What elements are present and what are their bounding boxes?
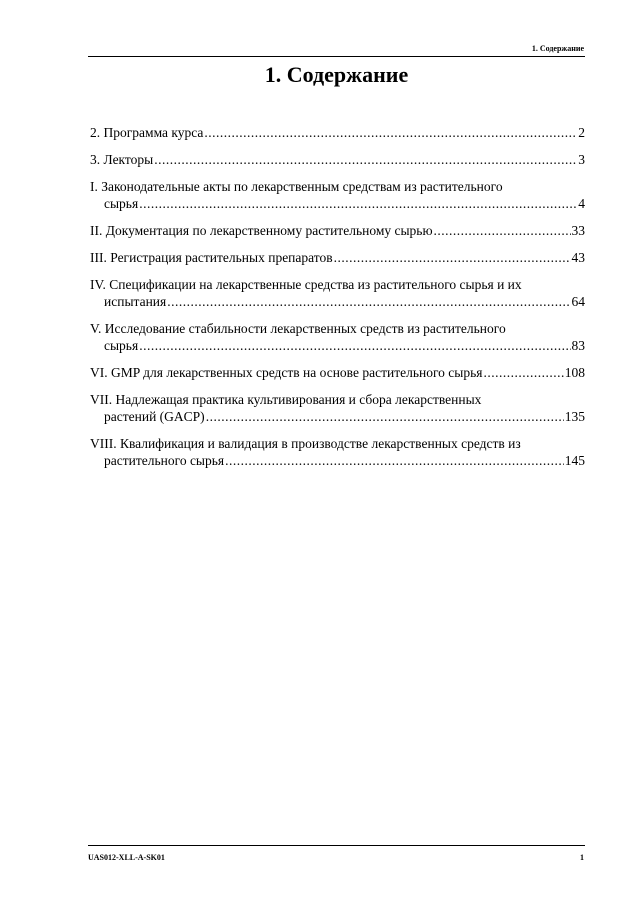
table-of-contents xyxy=(90,124,585,479)
toc-entry-title: VII. Надлежащая практика культивирования и сбора лекарственных xyxy=(90,392,482,407)
toc-entry-title-cont: растительного сырья xyxy=(104,453,225,468)
toc-leader-dots xyxy=(334,249,571,266)
footer-divider xyxy=(88,845,585,846)
toc-entry-title: VIII. Квалификация и валидация в производстве лекарственных средств из xyxy=(90,436,521,451)
toc-entry-documentation[interactable] xyxy=(90,222,585,239)
toc-page-number: 135 xyxy=(564,409,585,424)
toc-entry-gmp[interactable] xyxy=(90,364,585,381)
toc-page-number: 145 xyxy=(564,453,585,468)
toc-page-number: 64 xyxy=(571,294,585,309)
running-header: 1. Содержание xyxy=(531,44,584,53)
toc-leader-dots xyxy=(139,337,570,354)
toc-entry-title: VI. GMP для лекарственных средств на основе растительного сырья xyxy=(90,365,483,380)
toc-entry-gacp[interactable] xyxy=(90,391,585,425)
toc-entry-title-cont: сырья xyxy=(104,338,139,353)
toc-page-number: 83 xyxy=(571,338,585,353)
toc-entry-title: 2. Программа курса xyxy=(90,125,204,140)
toc-entry-title: I. Законодательные акты по лекарственным средствам из растительного xyxy=(90,179,503,194)
toc-page-number: 33 xyxy=(571,223,585,238)
toc-entry-title: IV. Спецификации на лекарственные средства из растительного сырья и их xyxy=(90,277,522,292)
toc-entry-title: III. Регистрация растительных препаратов xyxy=(90,250,333,265)
footer-doc-code: UAS012-XLL-A-SK01 xyxy=(88,853,165,862)
toc-entry-title: V. Исследование стабильности лекарственных средств из растительного xyxy=(90,321,506,336)
toc-entry-title-cont: испытания xyxy=(104,294,167,309)
toc-entry-registration[interactable] xyxy=(90,249,585,266)
toc-leader-dots xyxy=(167,293,570,310)
header-divider xyxy=(88,56,585,57)
toc-leader-dots xyxy=(434,222,571,239)
toc-entry-title: II. Документация по лекарственному растительному сырью xyxy=(90,223,433,238)
toc-leader-dots xyxy=(154,151,577,168)
footer-page-number: 1 xyxy=(580,853,584,862)
toc-entry-title: 3. Лекторы xyxy=(90,152,154,167)
toc-leader-dots xyxy=(206,408,564,425)
toc-page-number: 43 xyxy=(571,250,585,265)
toc-leader-dots xyxy=(204,124,577,141)
page-title: 1. Содержание xyxy=(264,62,409,87)
toc-page-number: 2 xyxy=(578,125,585,140)
toc-page-number: 3 xyxy=(578,152,585,167)
toc-entry-stability[interactable] xyxy=(90,320,585,354)
toc-entry-specifications[interactable] xyxy=(90,276,585,310)
toc-page-number: 4 xyxy=(578,196,585,211)
toc-entry-legislation[interactable] xyxy=(90,178,585,212)
toc-entry-title-cont: растений (GACP) xyxy=(104,409,205,424)
toc-leader-dots xyxy=(225,452,564,469)
toc-entry-lecturers[interactable] xyxy=(90,151,585,168)
toc-entry-program[interactable] xyxy=(90,124,585,141)
toc-page-number: 108 xyxy=(564,365,585,380)
toc-entry-qualification[interactable] xyxy=(90,435,585,469)
toc-entry-title-cont: сырья xyxy=(104,196,139,211)
toc-leader-dots xyxy=(139,195,577,212)
toc-leader-dots xyxy=(483,364,563,381)
